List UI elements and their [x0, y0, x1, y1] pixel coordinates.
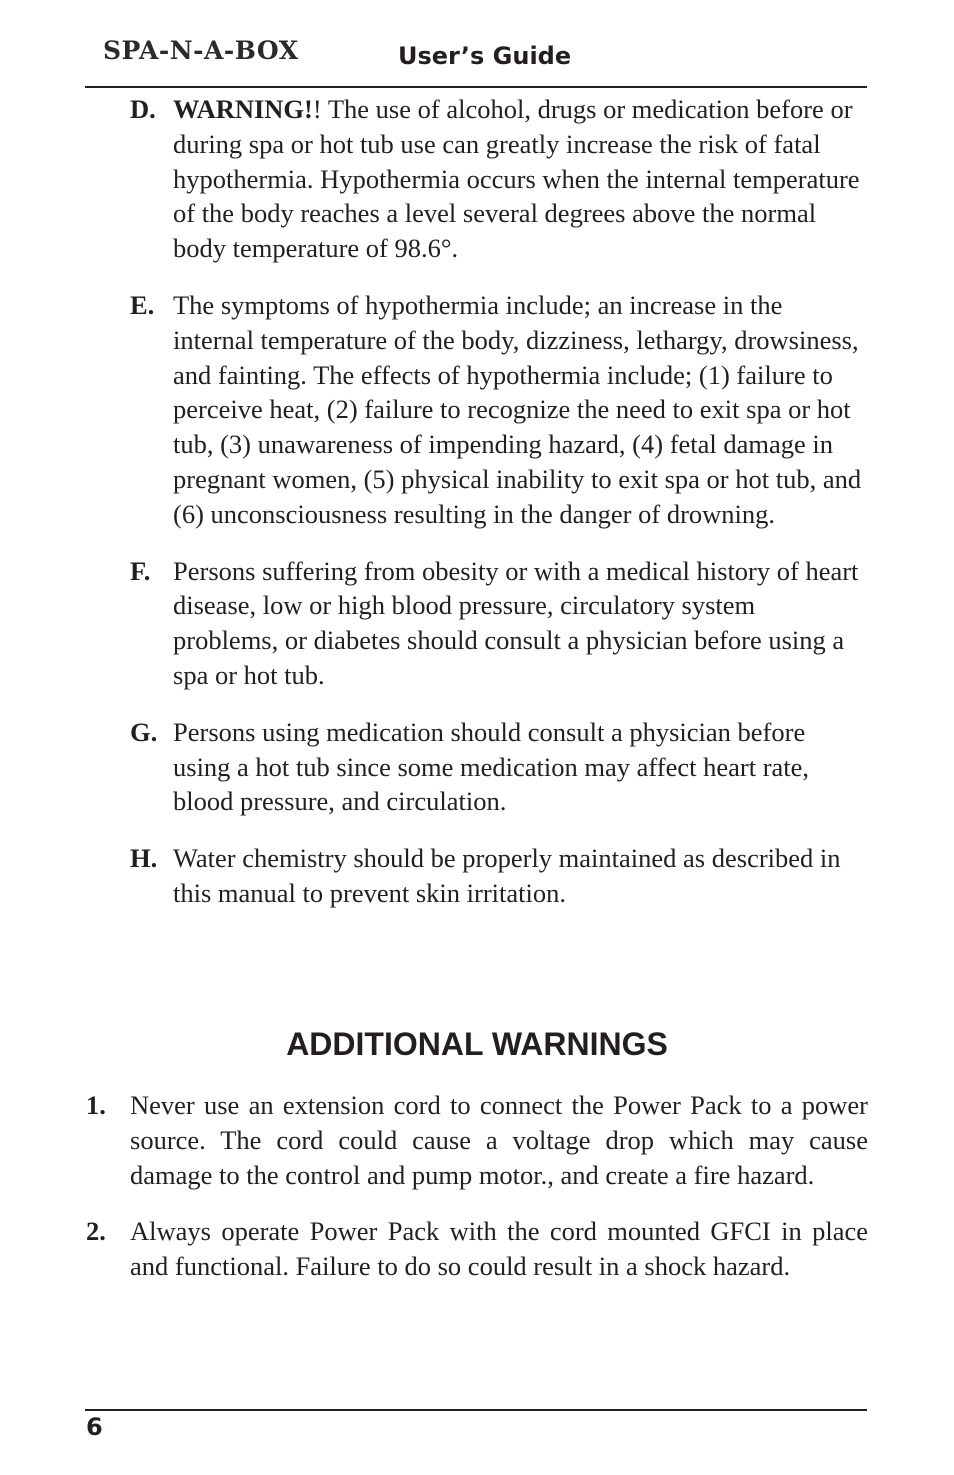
page-number: 6 [86, 1413, 103, 1441]
brand-logo: SPA-N-A-BOX [103, 36, 299, 65]
item-text: Persons using medication should consult a physician before using a hot tub since some medication may affect heart rate, blood pressure, and circulation. [173, 716, 810, 817]
list-item-e [130, 288, 865, 532]
safety-list [130, 92, 865, 933]
item-number: 1. [86, 1090, 106, 1120]
list-item-h [130, 841, 865, 911]
item-label: H. [130, 843, 158, 874]
list-item-d [130, 92, 865, 266]
item-text: The symptoms of hypothermia include; an increase in the internal temperature of the body, dizziness, lethargy, drowsiness, and fainting. The effects of hypothermia include; (1) failure to perceive heat, (2) failure to recognize the need to exit spa or hot tub, (3) unawareness of impending hazard, (4) fetal damage in pregnant women, (5) physical inability to exit spa or hot tub, and (6) unconsciousness resulting in the danger of drowning. [173, 289, 862, 529]
item-text: Never use an extension cord to connect the Power Pack to a power source. The cord could cause a voltage drop which may cause damage to the control and pump motor., and create a fire hazard. [130, 1090, 868, 1190]
item-label: E. [130, 289, 155, 320]
document-title: User’s Guide [398, 42, 572, 70]
warning-item-2 [86, 1214, 868, 1284]
section-heading: ADDITIONAL WARNINGS [286, 1026, 668, 1062]
item-text: Always operate Power Pack with the cord mounted GFCI in place and functional. Failure to do so could result in a shock hazard. [130, 1216, 868, 1282]
header-divider [85, 86, 867, 88]
footer-divider [85, 1409, 867, 1411]
list-item-f [130, 554, 865, 693]
item-text: Water chemistry should be properly maintained as described in this manual to prevent skin irritation. [173, 843, 841, 908]
warning-item-1 [86, 1088, 868, 1192]
item-label: F. [130, 555, 151, 586]
warning-emphasis: WARNING! [173, 94, 313, 124]
item-number: 2. [86, 1216, 106, 1247]
item-text: Persons suffering from obesity or with a medical history of heart disease, low or high blood pressure, circulatory system problems, or diabetes should consult a physician before using a spa or hot tub. [173, 555, 859, 690]
additional-warnings-list [86, 1088, 868, 1306]
item-text: ! The use of alcohol, drugs or medication before or during spa or hot tub use can greatly increase the risk of fatal hypothermia. Hypothermia occurs when the internal temperature of the body reaches a level several degrees above the normal body temperature of 98.6°. [173, 94, 860, 264]
list-item-g [130, 715, 865, 819]
item-label: D. [130, 94, 156, 124]
item-label: G. [130, 716, 158, 747]
